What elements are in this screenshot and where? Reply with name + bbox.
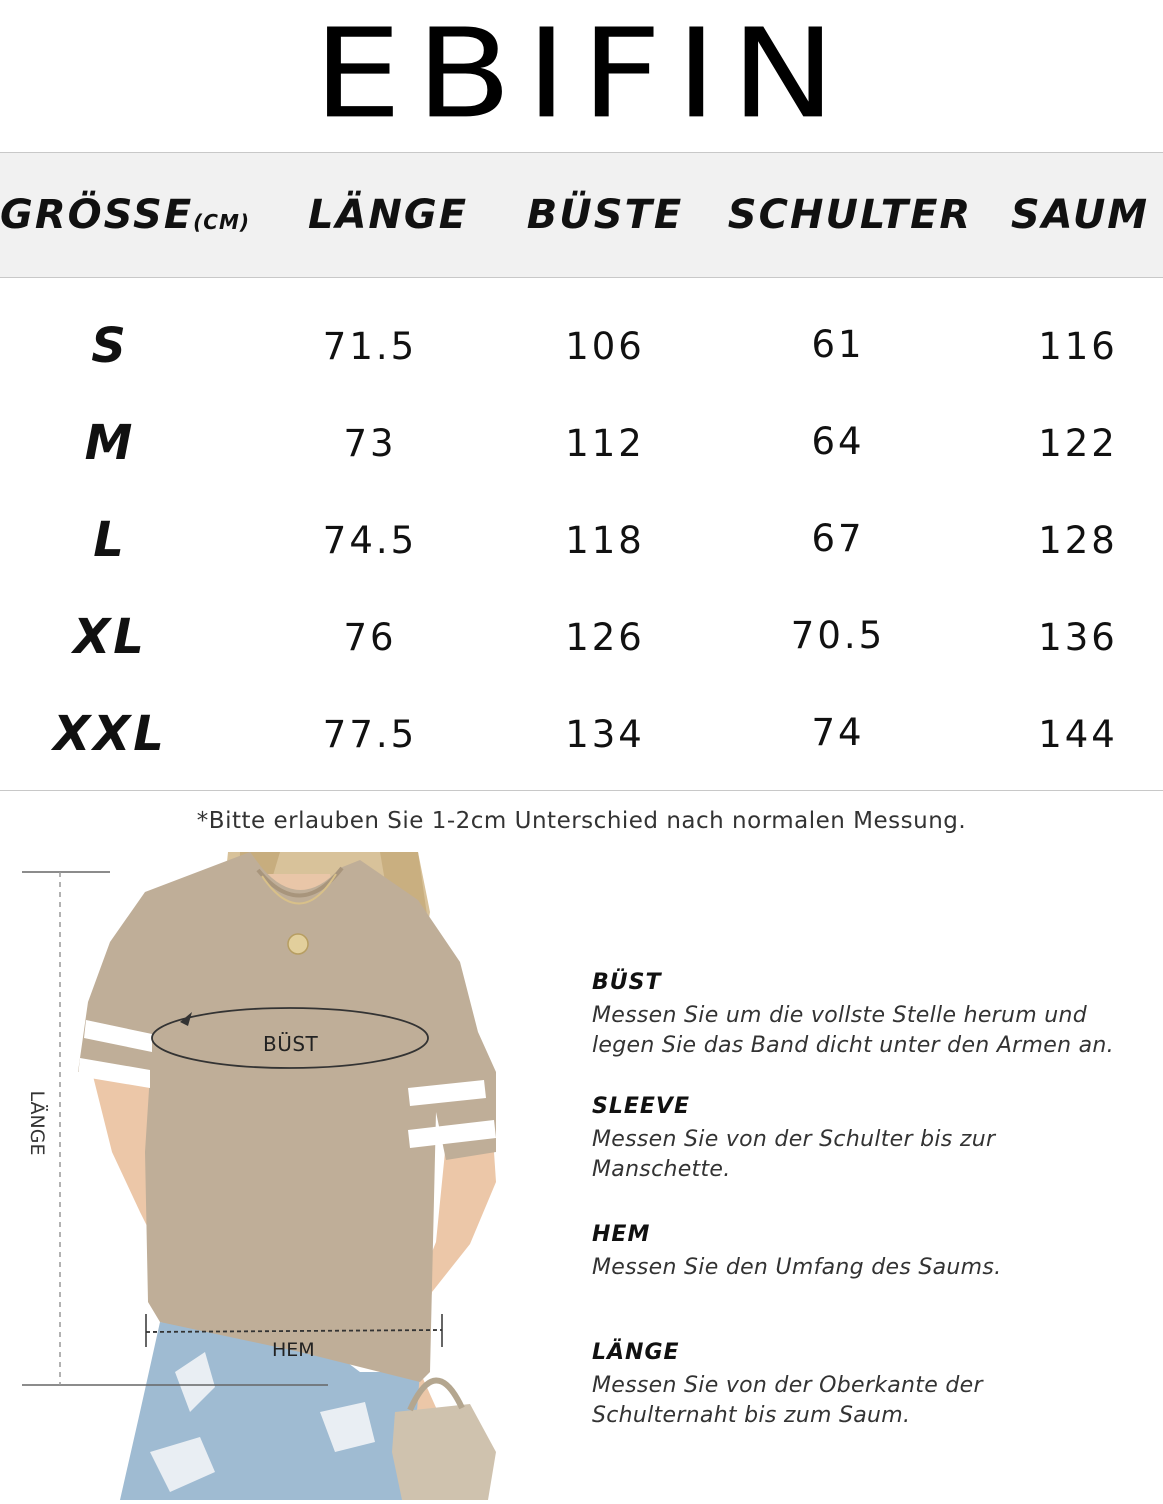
- size-table-header: [0, 152, 1163, 278]
- cell-bust: 134: [565, 712, 645, 756]
- header-length: LÄNGE: [307, 192, 469, 238]
- desc-text: Messen Sie von der Schulter bis zur Manschette.: [592, 1127, 996, 1182]
- cell-hem: 144: [1038, 712, 1118, 756]
- desc-title: LÄNGE: [592, 1340, 680, 1365]
- length-label: LÄNGE: [26, 1090, 48, 1156]
- cell-shoulder: 64: [811, 419, 865, 463]
- desc-title: BÜST: [592, 970, 662, 995]
- cell-length: 76: [343, 615, 397, 659]
- cell-length: 74.5: [322, 518, 418, 562]
- cell-shoulder: 70.5: [790, 613, 886, 657]
- desc-title: SLEEVE: [592, 1094, 690, 1119]
- cell-bust: 112: [565, 421, 645, 465]
- cell-hem: 128: [1038, 518, 1118, 562]
- desc-text: Messen Sie den Umfang des Saums.: [592, 1255, 1002, 1280]
- desc-text: Messen Sie um die vollste Stelle herum und legen Sie das Band dicht unter den Armen an.: [592, 1003, 1114, 1058]
- table-row: [0, 492, 1163, 588]
- cell-bust: 106: [565, 324, 645, 368]
- desc-hem: [592, 1222, 1092, 1283]
- header-bust: BÜSTE: [526, 192, 684, 238]
- header-size: [0, 153, 250, 277]
- header-shoulder: SCHULTER: [727, 192, 973, 238]
- cell-hem: 122: [1038, 421, 1118, 465]
- cell-length: 77.5: [322, 712, 418, 756]
- cell-bust: 126: [565, 615, 645, 659]
- cell-hem: 116: [1038, 324, 1118, 368]
- table-row: [0, 395, 1163, 491]
- cell-size: S: [91, 318, 129, 374]
- table-row: [0, 298, 1163, 394]
- cell-size: XL: [73, 609, 147, 665]
- cell-length: 73: [343, 421, 397, 465]
- header-hem: SAUM: [1010, 192, 1150, 238]
- table-row: [0, 686, 1163, 782]
- desc-text: Messen Sie von der Oberkante der Schulternaht bis zum Saum.: [592, 1373, 983, 1428]
- header-size-label: GRÖSSE: [0, 192, 194, 238]
- header-size-unit: (CM): [193, 210, 251, 234]
- cell-bust: 118: [565, 518, 645, 562]
- measurement-note: *Bitte erlauben Sie 1-2cm Unterschied nach normalen Messung.: [196, 808, 967, 834]
- cell-hem: 136: [1038, 615, 1118, 659]
- desc-length: [592, 1340, 1022, 1431]
- table-row: [0, 589, 1163, 685]
- cell-shoulder: 67: [811, 516, 865, 560]
- brand-name: EBIFIN: [313, 2, 850, 147]
- desc-title: HEM: [592, 1222, 651, 1247]
- cell-shoulder: 61: [811, 322, 865, 366]
- bust-label: BÜST: [263, 1032, 319, 1056]
- cell-length: 71.5: [322, 324, 418, 368]
- divider: [0, 790, 1163, 791]
- cell-size: M: [84, 415, 136, 471]
- cell-size: XXL: [53, 706, 167, 762]
- cell-size: L: [93, 512, 127, 568]
- model-photo: [0, 852, 520, 1500]
- hem-label: HEM: [272, 1339, 315, 1361]
- desc-bust: [592, 970, 1152, 1061]
- cell-shoulder: 74: [811, 710, 865, 754]
- desc-sleeve: [592, 1094, 1022, 1185]
- brand-logo: [0, 0, 1163, 150]
